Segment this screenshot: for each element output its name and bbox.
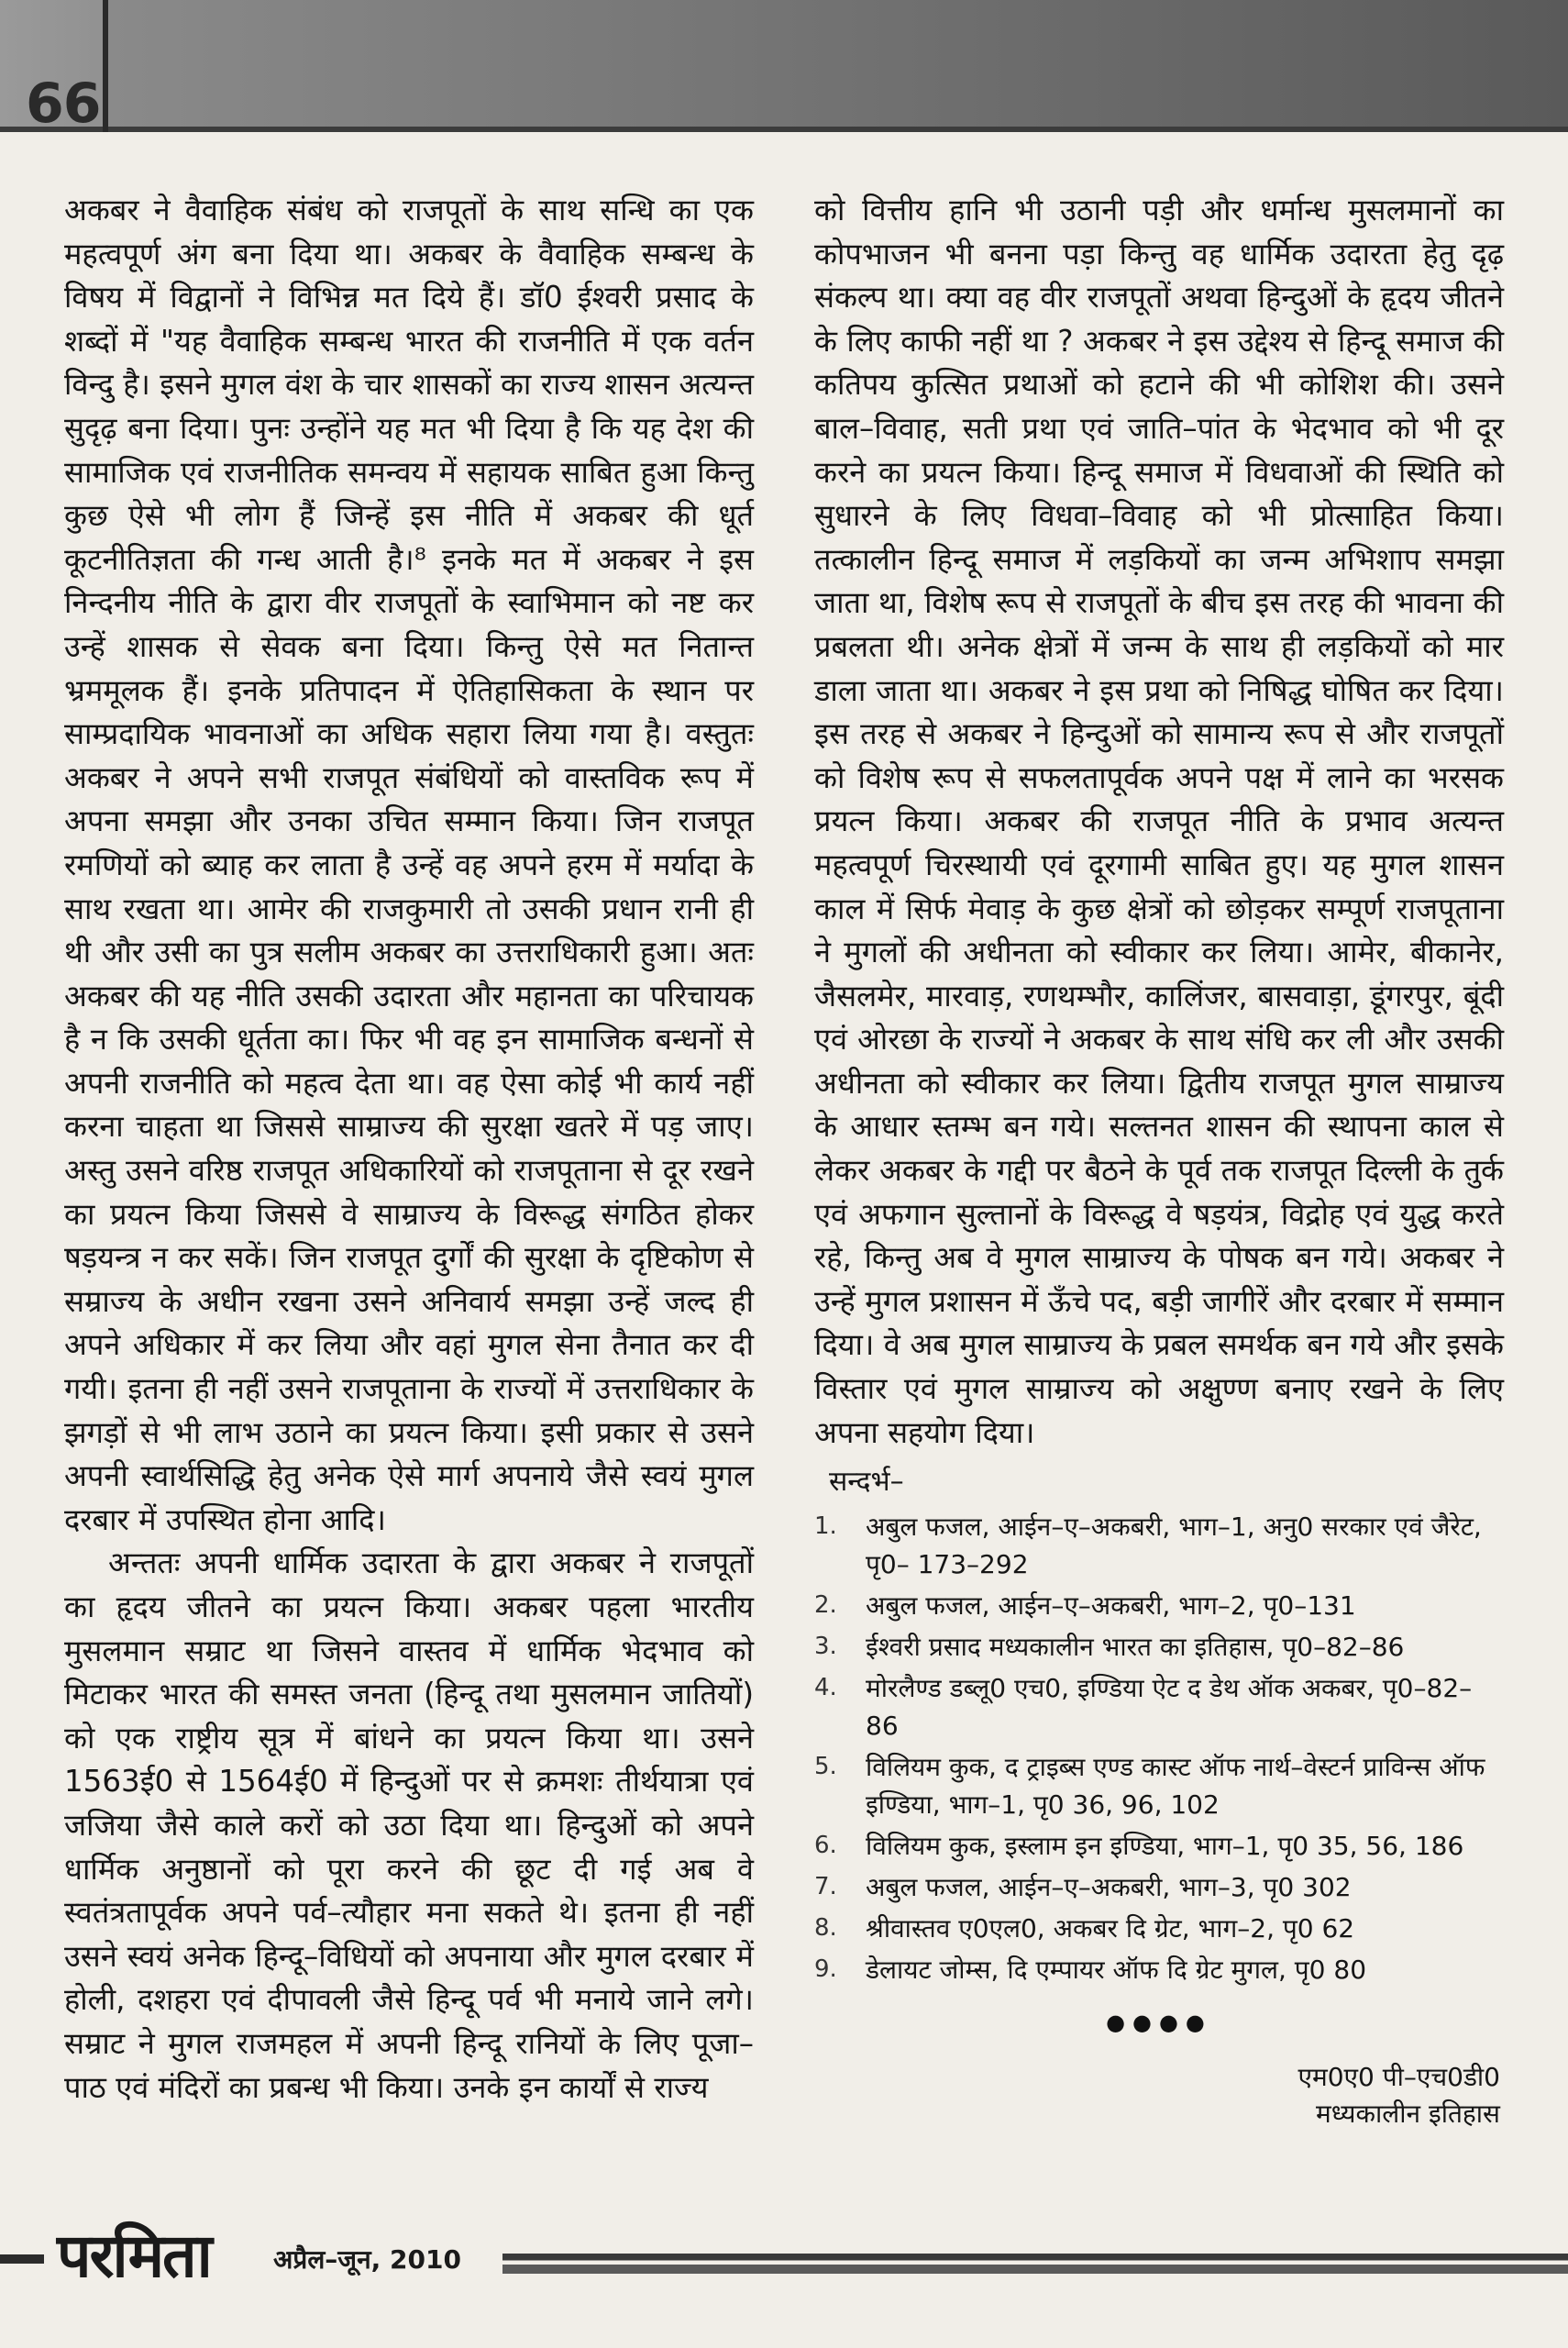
right-paragraph-1: को वित्तीय हानि भी उठानी पड़ी और धर्मान्ध मुसलमानों का कोपभाजन भी बनना पड़ा किन्तु वह धार्मिक उदारता हेतु दृढ़ संकल्प था। क्या वह वीर राजपूतों अथवा हिन्दुओं के हृदय जीतने के लिए काफी नहीं था ? अकबर ने इस उद्देश्य से हिन्दू समाज की कतिपय कुत्सित प्रथाओं को हटाने की भी कोशिश की। उसने बाल–विवाह, सती प्रथा एवं जाति–पांत के भेदभाव को भी दूर करने का प्रयत्न किया। हिन्दू समाज में विधवाओं की स्थिति को सुधारने के लिए विधवा–विवाह को भी प्रोत्साहित किया। तत्कालीन हिन्दू समाज में लड़कियों का जन्म अभिशाप समझा जाता था, विशेष रूप से राजपूतों के बीच इस तरह की भावना की प्रबलता थी। अनेक क्षेत्रों में जन्म के साथ ही लड़कियों को मार डाला जाता था। अकबर ने इस प्रथा को निषिद्ध घोषित कर दिया। इस तरह से अकबर ने हिन्दुओं को सामान्य रूप से और राजपूतों को विशेष रूप से सफलतापूर्वक अपने पक्ष में लाने का भरसक प्रयत्न किया। अकबर की राजपूत नीति के प्रभाव अत्यन्त महत्वपूर्ण चिरस्थायी एवं दूरगामी साबित हुए। यह मुगल शासन काल में सिर्फ मेवाड़ के कुछ क्षेत्रों को छोड़कर सम्पूर्ण राजपूताना ने मुगलों की अधीनता को स्वीकार कर लिया। आमेर, बीकानेर, जैसलमेर, मारवाड़, रणथम्भौर, कालिंजर, बासवाड़ा, डूंगरपुर, बूंदी एवं ओरछा के राज्यों ने अकबर के साथ संधि कर ली और उसकी अधीनता को स्वीकार कर लिया। द्वितीय राजपूत मुगल साम्राज्य के आधार स्तम्भ बन गये। सल्तनत शासन की स्थापना काल से लेकर अकबर के गद्दी पर बैठने के पूर्व तक राजपूत दिल्ली के तुर्क एवं अफगान सुल्तानों के विरूद्ध वे षड़यंत्र, विद्रोह एवं युद्ध करते रहे, किन्तु अब वे मुगल साम्राज्य के पोषक बन गये। अकबर ने उन्हें मुगल प्रशासन में ऊँचे पद, बड़ी जागीरें और दरबार में सम्मान दिया। वे अब मुगल साम्राज्य के प्रबल समर्थक बन गये और इसके विस्तार एवं मुगल साम्राज्य को अक्षुण्ण बनाए रखने के लिए अपना सहयोग दिया। — [814, 193, 1504, 1450]
left-column — [64, 189, 754, 2110]
author-degree: एम0ए0 पी–एच0डी0 — [1297, 2062, 1500, 2093]
left-paragraph-2: अन्ततः अपनी धार्मिक उदारता के द्वारा अकबर ने राजपूतों का हृदय जीतने का प्रयत्न किया। अकबर पहला भारतीय मुसलमान सम्राट था जिसने वास्तव में धार्मिक भेदभाव को मिटाकर भारत की समस्त जनता (हिन्दू तथा मुसलमान जातियों) को एक राष्ट्रीय सूत्र में बांधने का प्रयत्न किया था। उसने 1563ई0 से 1564ई0 में हिन्दुओं पर से क्रमशः तीर्थयात्रा एवं जजिया जैसे काले करों को उठा दिया था। हिन्दुओं को अपने धार्मिक अनुष्ठानों को पूरा करने की छूट दी गई अब वे स्वतंत्रतापूर्वक अपने पर्व–त्यौहार मना सकते थे। इतना ही नहीं उसने स्वयं अनेक हिन्दू–विधियों को अपनाया और मुगल दरबार में होली, दशहरा एवं दीपावली जैसे हिन्दू पर्व भी मनाये जाने लगे। सम्राट ने मुगल राजमहल में अपनी हिन्दू रानियों के लिए पूजा–पाठ एवं मंदिरों का प्रबन्ध भी किया। उनके इन कार्यों से राज्य — [64, 1545, 754, 2105]
header-band-dark — [103, 0, 1568, 128]
reference-item: 6. विलियम कुक, इस्लाम इन इण्डिया, भाग–1, पृ0 35, 56, 186 — [814, 1830, 1464, 1861]
section-separator: ●●●● — [1106, 2009, 1212, 2035]
author-credentials — [814, 2059, 1500, 2132]
author-subject: मध्यकालीन इतिहास — [1316, 2099, 1500, 2130]
journal-logo: परमिता — [57, 2221, 211, 2291]
footer-rule-right — [502, 2254, 1568, 2274]
reference-item: 7. अबुल फजल, आईन–ए–अकबरी, भाग–3, पृ0 302 — [814, 1871, 1352, 1902]
issue-date: अप्रैल–जून, 2010 — [273, 2244, 461, 2275]
references-list — [814, 1508, 1504, 1988]
references-heading: सन्दर्भ– — [829, 1466, 904, 1499]
reference-item: 8. श्रीवास्तव ए0एल0, अकबर दि ग्रेट, भाग–2, पृ0 62 — [814, 1912, 1355, 1944]
reference-item: 4. मोरलैण्ड डब्लू0 एच0, इण्डिया ऐट द डेथ ऑक अकबर, पृ0–82–86 — [814, 1672, 1473, 1741]
page-number: 66 — [26, 72, 101, 136]
reference-item: 2. अबुल फजल, आईन–ए–अकबरी, भाग–2, पृ0–131 — [814, 1589, 1356, 1621]
footer-rule-left — [0, 2254, 44, 2264]
page-number-divider — [103, 0, 108, 132]
reference-item: 1. अबुल फजल, आईन–ए–अकबरी, भाग–1, अनु0 सरकार एवं जैरेट, पृ0– 173–292 — [814, 1511, 1482, 1579]
left-paragraph-1: अकबर ने वैवाहिक संबंध को राजपूतों के साथ सन्धि का एक महत्वपूर्ण अंग बना दिया था। अकबर के वैवाहिक सम्बन्ध के विषय में विद्वानों ने विभिन्न मत दिये हैं। डॉ0 ईश्वरी प्रसाद के शब्दों में "यह वैवाहिक सम्बन्ध भारत की राजनीति में एक वर्तन विन्दु है। इसने मुगल वंश के चार शासकों का राज्य शासन अत्यन्त सुदृढ़ बना दिया। पुनः उन्होंने यह मत भी दिया है कि यह देश की सामाजिक एवं राजनीतिक समन्वय में सहायक साबित हुआ किन्तु कुछ ऐसे भी लोग हैं जिन्हें इस नीति में अकबर की धूर्त कूटनीतिज्ञता की गन्ध आती है।⁸ इनके मत में अकबर ने इस निन्दनीय नीति के द्वारा वीर राजपूतों के स्वाभिमान को नष्ट कर उन्हें शासक से सेवक बना दिया। किन्तु ऐसे मत नितान्त भ्रममूलक हैं। इनके प्रतिपादन में ऐतिहासिकता के स्थान पर साम्प्रदायिक भावनाओं का अधिक सहारा लिया गया है। वस्तुतः अकबर ने अपने सभी राजपूत संबंधियों को वास्तविक रूप में अपना समझा और उनका उचित सम्मान किया। जिन राजपूत रमणियों को ब्याह कर लाता है उन्हें वह अपने हरम में मर्यादा के साथ रखता था। आमेर की राजकुमारी तो उसकी प्रधान रानी ही थी और उसी का पुत्र सलीम अकबर का उत्तराधिकारी हुआ। अतः अकबर की यह नीति उसकी उदारता और महानता का परिचायक है न कि उसकी धूर्तता का। फिर भी वह इन सामाजिक बन्धनों से अपनी राजनीति को महत्व देता था। वह ऐसा कोई भी कार्य नहीं करना चाहता था जिससे साम्राज्य की सुरक्षा खतरे में पड़ जाए। अस्तु उसने वरिष्ठ राजपूत अधिकारियों को राजपूताना से दूर रखने का प्रयत्न किया जिससे वे साम्राज्य के विरूद्ध संगठित होकर षड़यन्त्र न कर सकें। जिन राजपूत दुर्गों की सुरक्षा के दृष्टिकोण से सम्राज्य के अधीन रखना उसने अनिवार्य समझा उन्हें जल्द ही अपने अधिकार में कर लिया और वहां मुगल सेना तैनात कर दी गयी। इतना ही नहीं उसने राजपूताना के राज्यों में उत्तराधिकार के झगड़ों से भी लाभ उठाने का प्रयत्न किया। इसी प्रकार से उसने अपनी स्वार्थसिद्धि हेतु अनेक ऐसे मार्ग अपनाये जैसे स्वयं मुगल दरबार में उपस्थित होना आदि। — [64, 193, 754, 1537]
reference-item: 3. ईश्वरी प्रसाद मध्यकालीन भारत का इतिहास, पृ0–82–86 — [814, 1631, 1405, 1662]
right-column — [814, 189, 1504, 2132]
reference-item: 5. विलियम कुक, द ट्राइब्स एण्ड कास्ट ऑफ नार्थ–वेस्टर्न प्राविन्स ऑफ इण्डिया, भाग–1, पृ0 36, 96, 102 — [814, 1751, 1485, 1820]
reference-item: 9. डेलायट जोम्स, दि एम्पायर ऑफ दि ग्रेट मुगल, पृ0 80 — [814, 1954, 1367, 1985]
header-rule — [0, 127, 1568, 132]
